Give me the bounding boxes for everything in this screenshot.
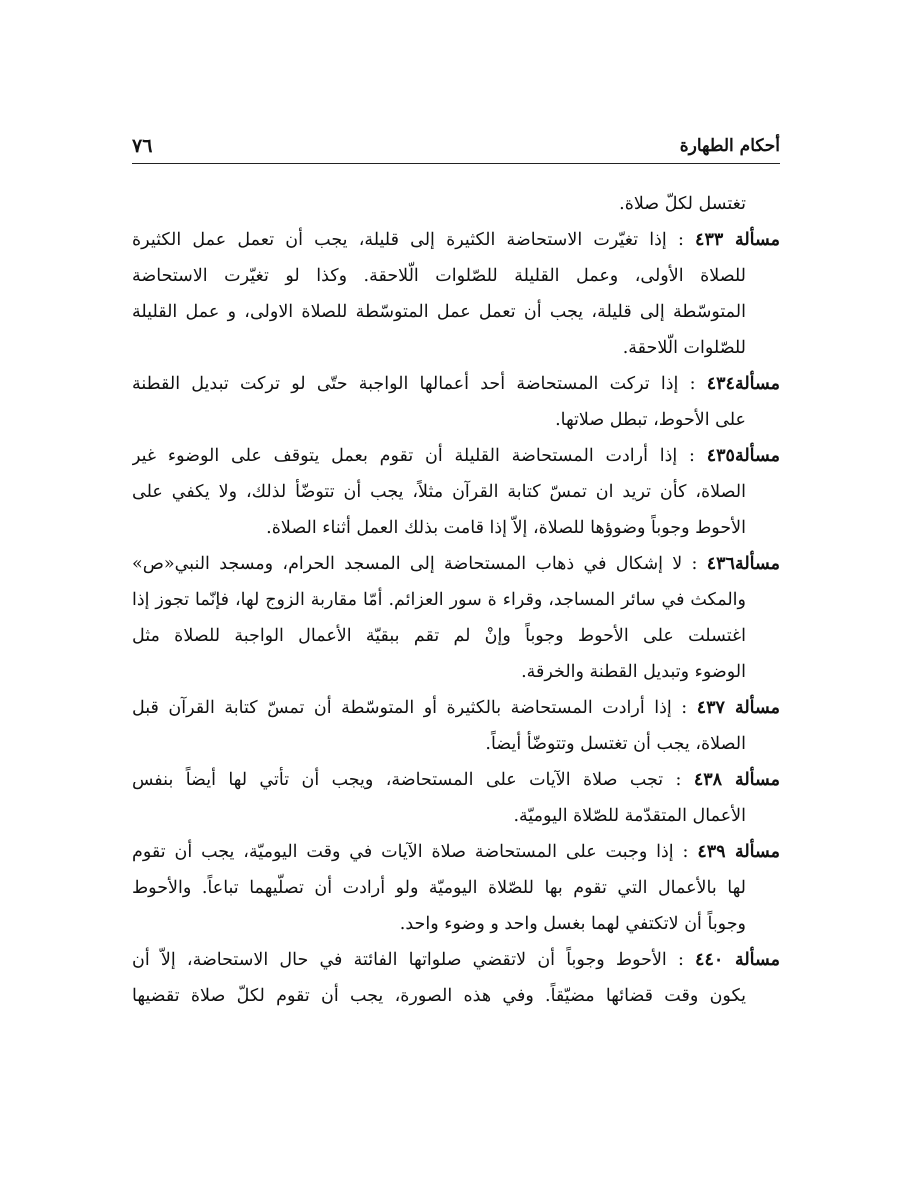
text-line: [132, 438, 780, 474]
issue-paragraph: [132, 690, 780, 762]
line-text: للصّلوات الّلاحقة.: [622, 338, 746, 358]
line-text: للصلاة الأولى، وعمل القليلة للصّلوات الّلاحقة. وكذا لو تغيّرت الاستحاضة: [132, 266, 746, 286]
body-text: [132, 186, 780, 1014]
line-text: اغتسلت على الأحوط وجوباً وإنْ لم تقم ببقيّة الأعمال الواجبة للصلاة مثل: [132, 626, 746, 646]
header-rule: [132, 163, 780, 164]
text-line: [132, 546, 780, 582]
issue-paragraph: [132, 942, 780, 1014]
issue-paragraph: [132, 222, 780, 366]
line-text: المتوسّطة إلى قليلة، يجب أن تعمل عمل المتوسّطة للصلاة الاولى، و عمل القليلة: [132, 302, 746, 322]
issue-number-label: مسألة٤٣٤: [706, 374, 780, 394]
text-line: [132, 258, 780, 294]
line-text: على الأحوط، تبطل صلاتها.: [555, 410, 746, 430]
page-number: ٧٦: [132, 135, 153, 157]
line-text: وجوباً أن لاتكتفي لهما بغسل واحد و وضوء واحد.: [399, 914, 746, 934]
text-line: [132, 906, 780, 942]
text-line: [132, 222, 780, 258]
line-text: لها بالأعمال التي تقوم بها للصّلاة اليوميّة ولو أرادت أن تصلّيهما تباعاً. والأحوط: [132, 878, 746, 898]
text-line: [132, 330, 780, 366]
line-text: تغتسل لكلّ صلاة.: [619, 194, 746, 214]
issue-paragraph: [132, 546, 780, 690]
issue-number-label: مسألة ٤٣٨: [693, 770, 780, 790]
issue-paragraph: [132, 834, 780, 942]
issue-number-label: مسألة ٤٣٧: [696, 698, 780, 718]
issue-paragraph: [132, 366, 780, 438]
issue-paragraph: [132, 186, 780, 222]
line-text: يكون وقت قضائها مضيّقاً. وفي هذه الصورة، يجب أن تقوم لكلّ صلاة تقضيها: [132, 986, 746, 1006]
issue-number-label: مسألة ٤٤٠: [695, 950, 780, 970]
text-line: [132, 690, 780, 726]
running-header: [132, 133, 780, 161]
line-text: : إذا تركت المستحاضة أحد أعمالها الواجبة حتّى لو تركت تبديل القطنة: [132, 374, 696, 394]
text-line: [132, 798, 780, 834]
text-line: [132, 510, 780, 546]
issue-number-label: مسألة ٤٣٩: [697, 842, 780, 862]
text-line: [132, 474, 780, 510]
text-line: [132, 834, 780, 870]
issue-paragraph: [132, 438, 780, 546]
line-text: : إذا أرادت المستحاضة القليلة أن تقوم بعمل يتوقف على الوضوء غير: [132, 446, 695, 466]
line-text: : لا إشكال في ذهاب المستحاضة إلى المسجد الحرام، ومسجد النبي«ص»: [132, 554, 698, 574]
text-line: [132, 618, 780, 654]
line-text: والمكث في سائر المساجد، وقراء ة سور العزائم. أمّا مقاربة الزوج لها، فإنّما تجوز إذا: [132, 590, 746, 610]
line-text: : إذا تغيّرت الاستحاضة الكثيرة إلى قليلة، يجب أن تعمل عمل الكثيرة: [132, 230, 684, 250]
text-line: [132, 186, 780, 222]
issue-paragraph: [132, 762, 780, 834]
text-line: [132, 978, 780, 1014]
issue-number-label: مسألة ٤٣٣: [695, 230, 780, 250]
line-text: : إذا أرادت المستحاضة بالكثيرة أو المتوسّطة أن تمسّ كتابة القرآن قبل: [132, 698, 688, 718]
line-text: الأحوط وجوباً وضوؤها للصلاة، إلاّ إذا قامت بذلك العمل أثناء الصلاة.: [266, 518, 746, 538]
line-text: الصلاة، يجب أن تغتسل وتتوضّأ أيضاً.: [485, 734, 746, 754]
line-text: الأعمال المتقدّمة للصّلاة اليوميّة.: [513, 806, 746, 826]
text-line: [132, 726, 780, 762]
text-line: [132, 762, 780, 798]
line-text: : إذا وجبت على المستحاضة صلاة الآيات في وقت اليوميّة، يجب أن تقوم: [132, 842, 689, 862]
text-line: [132, 582, 780, 618]
text-line: [132, 402, 780, 438]
text-line: [132, 654, 780, 690]
text-line: [132, 942, 780, 978]
text-line: [132, 366, 780, 402]
chapter-title: أحكام الطهارة: [679, 136, 780, 156]
line-text: : الأحوط وجوباً أن لاتقضي صلواتها الفائتة في حال الاستحاضة، إلاّ أن: [132, 950, 684, 970]
line-text: الوضوء وتبديل القطنة والخرقة.: [521, 662, 746, 682]
line-text: : تجب صلاة الآيات على المستحاضة، ويجب أن تأتي لها أيضاً بنفس: [132, 770, 682, 790]
issue-number-label: مسألة٤٣٥: [706, 446, 780, 466]
text-line: [132, 294, 780, 330]
text-line: [132, 870, 780, 906]
issue-number-label: مسألة٤٣٦: [706, 554, 780, 574]
line-text: الصلاة، كأن تريد ان تمسّ كتابة القرآن مثلاً، يجب أن تتوضّأ لذلك، ولا يكفي على: [132, 482, 746, 502]
